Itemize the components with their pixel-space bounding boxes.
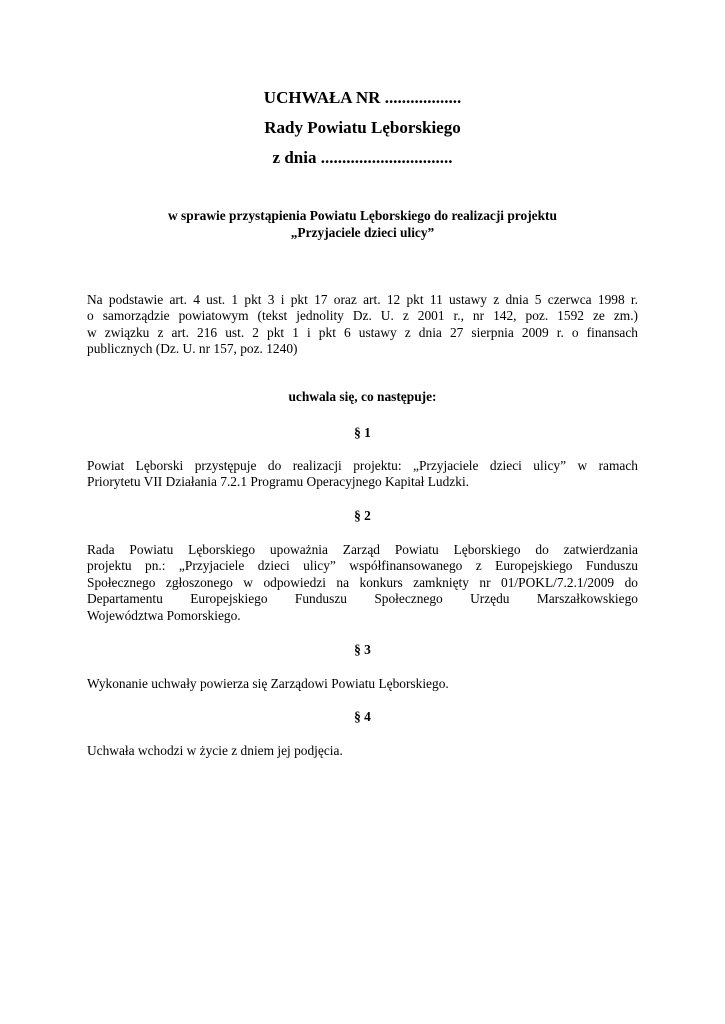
section-3-mark: § 3 bbox=[354, 642, 371, 657]
section-3-text bbox=[87, 676, 638, 692]
section-2-line: Województwa Pomorskiego. bbox=[87, 607, 241, 623]
section-2-mark: § 2 bbox=[354, 508, 371, 523]
section-3-line: Wykonanie uchwały powierza się Zarządowi Powiatu Lęborskiego. bbox=[87, 676, 449, 691]
legal-basis-line: o samorządzie powiatowym (tekst jednolity Dz. U. z 2001 r., nr 142, poz. 1592 ze zm.) bbox=[87, 308, 638, 324]
resolution-number-heading: UCHWAŁA NR .................. bbox=[263, 88, 462, 107]
section-2-line: Społecznego zgłoszonego w odpowiedzi na konkurs zamknięty nr 01/POKL/7.2.1/2009 do bbox=[87, 574, 638, 590]
section-2-line: projektu pn.: „Przyjaciele dzieci ulicy” współfinansowanego z Europejskiego Funduszu bbox=[87, 558, 638, 574]
section-4-mark: § 4 bbox=[354, 709, 371, 724]
section-1-line: Powiat Lęborski przystępuje do realizacji projektu: „Przyjaciele dzieci ulicy” w ramach bbox=[87, 458, 638, 473]
resolution-date-heading: z dnia ............................... bbox=[272, 148, 453, 167]
subject-line-2: „Przyjaciele dzieci ulicy” bbox=[290, 225, 435, 240]
legal-basis-paragraph bbox=[87, 292, 638, 358]
section-4-line: Uchwała wchodzi w życie z dniem jej podjęcia. bbox=[87, 743, 343, 758]
section-1-text bbox=[87, 458, 638, 491]
subject-line-1: w sprawie przystąpienia Powiatu Lęborskiego do realizacji projektu bbox=[168, 208, 557, 223]
legal-basis-line: publicznych (Dz. U. nr 157, poz. 1240) bbox=[87, 341, 298, 357]
section-1-line: Priorytetu VII Działania 7.2.1 Programu Operacyjnego Kapitał Ludzki. bbox=[87, 474, 470, 490]
section-4-text bbox=[87, 743, 638, 759]
section-2-line: Rada Powiatu Lęborskiego upoważnia Zarząd Powiatu Lęborskiego do zatwierdzania bbox=[87, 542, 638, 557]
section-2-line: Departamentu Europejskiego Funduszu Społecznego Urzędu Marszałkowskiego bbox=[87, 591, 638, 607]
section-1-mark: § 1 bbox=[354, 425, 371, 440]
legal-basis-line: Na podstawie art. 4 ust. 1 pkt 3 i pkt 17 oraz art. 12 pkt 11 ustawy z dnia 5 czerwca 1998 r. bbox=[87, 292, 638, 307]
section-2-text bbox=[87, 542, 638, 624]
resolves-statement: uchwala się, co następuje: bbox=[288, 389, 437, 404]
legal-basis-line: w związku z art. 216 ust. 2 pkt 1 i pkt 6 ustawy z dnia 27 sierpnia 2009 r. o finansach bbox=[87, 324, 638, 340]
council-name-heading: Rady Powiatu Lęborskiego bbox=[264, 118, 461, 137]
